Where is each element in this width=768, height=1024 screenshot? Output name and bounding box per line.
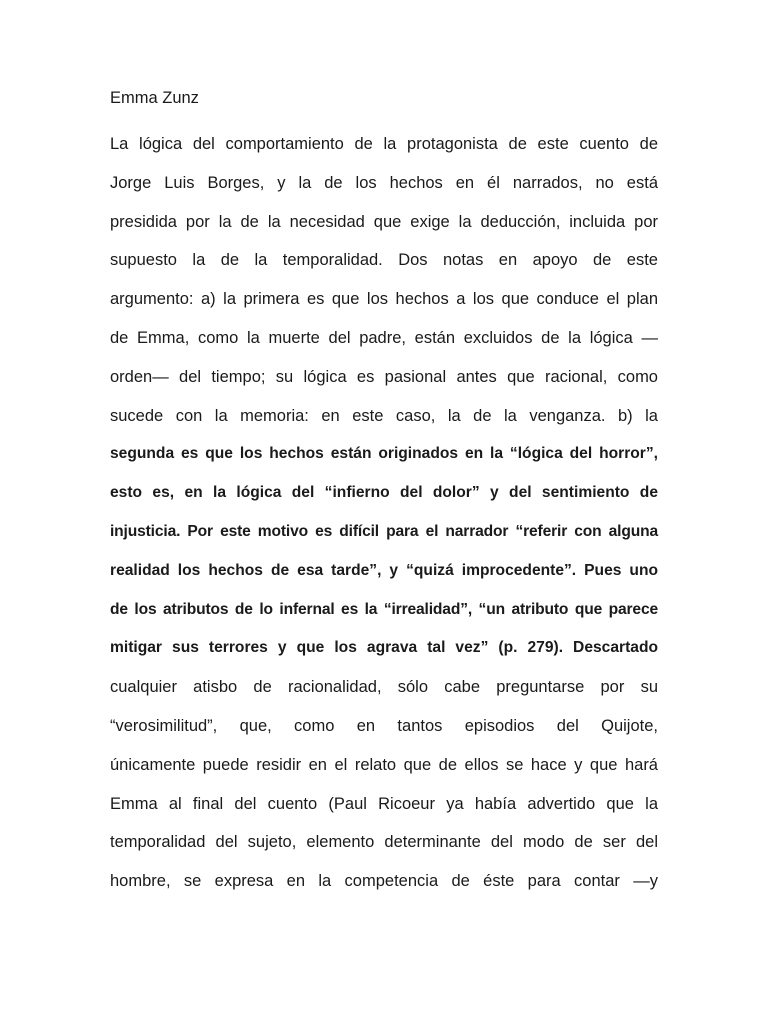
text-line: de Emma, como la muerte del padre, están excluidos de la lógica — [110, 328, 658, 347]
text-line: hombre, se expresa en la competencia de éste para contar —y [110, 872, 658, 891]
text-line: temporalidad del sujeto, elemento determinante del modo de ser del [110, 833, 658, 852]
text-line: argumento: a) la primera es que los hechos a los que conduce el plan [110, 290, 658, 309]
text-line: segunda es que los hechos están originados en la “lógica del horror”, [110, 445, 658, 463]
text-line: injusticia. Por este motivo es difícil para el narrador “referir con alguna [110, 522, 658, 540]
text-line: supuesto la de la temporalidad. Dos notas en apoyo de este [110, 251, 658, 270]
text-line: orden— del tiempo; su lógica es pasional antes que racional, como [110, 367, 658, 386]
document-page [110, 78, 658, 901]
text-line: mitigar sus terrores y que los agrava tal vez” (p. 279). Descartado [110, 639, 658, 657]
text-line: únicamente puede residir en el relato que de ellos se hace y que hará [110, 755, 658, 774]
text-line: cualquier atisbo de racionalidad, sólo cabe preguntarse por su [110, 678, 658, 697]
text-line: esto es, en la lógica del “infierno del dolor” y del sentimiento de [110, 484, 658, 502]
text-line: presidida por la de la necesidad que exige la deducción, incluida por [110, 212, 658, 231]
text-line: realidad los hechos de esa tarde”, y “quizá improcedente”. Pues uno [110, 561, 658, 579]
text-line: Jorge Luis Borges, y la de los hechos en él narrados, no está [110, 173, 658, 192]
document-body [110, 125, 658, 901]
text-line: La lógica del comportamiento de la protagonista de este cuento de [110, 135, 658, 153]
document-title: Emma Zunz [110, 89, 199, 107]
text-line: de los atributos de lo infernal es la “irrealidad”, “un atributo que parece [110, 600, 658, 618]
text-line: “verosimilitud”, que, como en tantos episodios del Quijote, [110, 716, 658, 735]
text-line: sucede con la memoria: en este caso, la de la venganza. b) la [110, 406, 658, 425]
text-line: Emma al final del cuento (Paul Ricoeur ya había advertido que la [110, 794, 658, 813]
